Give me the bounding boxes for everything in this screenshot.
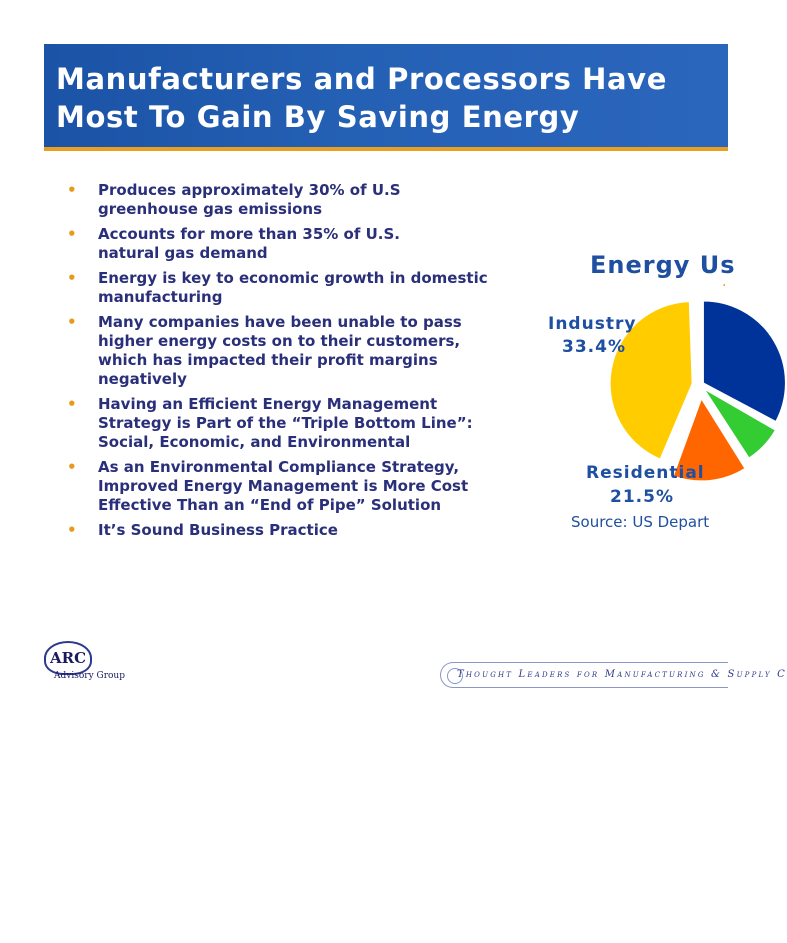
bullet-item [58, 181, 528, 219]
bullet-item [58, 313, 528, 389]
slide-title-line-2: Most To Gain By Saving Energy [56, 100, 580, 134]
slice-label-residential: Residential [586, 463, 705, 483]
bullet-text: Having an Efficient Energy Management Strategy is Part of the “Triple Bottom Line”: Social, Economic, and Environmental [98, 395, 473, 451]
title-bar [44, 44, 728, 147]
footer-tagline-bar [440, 662, 787, 688]
bullet-text: Produces approximately 30% of U.S greenhouse gas emissions [98, 181, 401, 218]
bullet-dot-icon: • [67, 458, 77, 476]
slide-title-line-1: Manufacturers and Processors Have [56, 62, 667, 96]
bullet-item [58, 521, 528, 540]
bullet-text: It’s Sound Business Practice [98, 521, 338, 539]
bullet-text: Many companies have been unable to pass higher energy costs on to their customers, which has impacted their profit margins negatively [98, 313, 462, 388]
bullet-dot-icon: • [67, 313, 77, 331]
bullet-dot-icon: • [67, 269, 77, 287]
footer-tagline: Thought Leaders for Manufacturing & Supply C [457, 669, 787, 680]
chart-title: Energy Us [590, 251, 736, 279]
bullet-text: Accounts for more than 35% of U.S. natural gas demand [98, 225, 400, 262]
bullet-text: As an Environmental Compliance Strategy, Improved Energy Management is More Cost Effective Than an “End of Pipe” Solution [98, 458, 469, 514]
chart-title-mark: · [722, 278, 727, 294]
chart-source-note: Source: US Depart [571, 513, 710, 531]
bullet-item [58, 458, 528, 515]
bullet-dot-icon: • [67, 521, 77, 539]
arc-logo-text: ARC [50, 649, 87, 667]
arc-logo [40, 637, 125, 687]
bullet-item [58, 269, 528, 307]
bullet-dot-icon: • [67, 181, 77, 199]
bullet-item [58, 395, 528, 452]
bullet-text: Energy is key to economic growth in domestic manufacturing [98, 269, 488, 306]
slice-label-industry: Industry [548, 314, 637, 334]
title-underline [44, 147, 728, 151]
pie-chart [600, 280, 728, 480]
bullet-dot-icon: • [67, 225, 77, 243]
bullet-dot-icon: • [67, 395, 77, 413]
bullet-item [58, 225, 528, 263]
slice-value-industry: 33.4% [562, 337, 626, 357]
arc-logo-subtext: Advisory Group [54, 671, 125, 681]
slice-value-residential: 21.5% [610, 487, 674, 507]
bullet-list [58, 181, 528, 546]
